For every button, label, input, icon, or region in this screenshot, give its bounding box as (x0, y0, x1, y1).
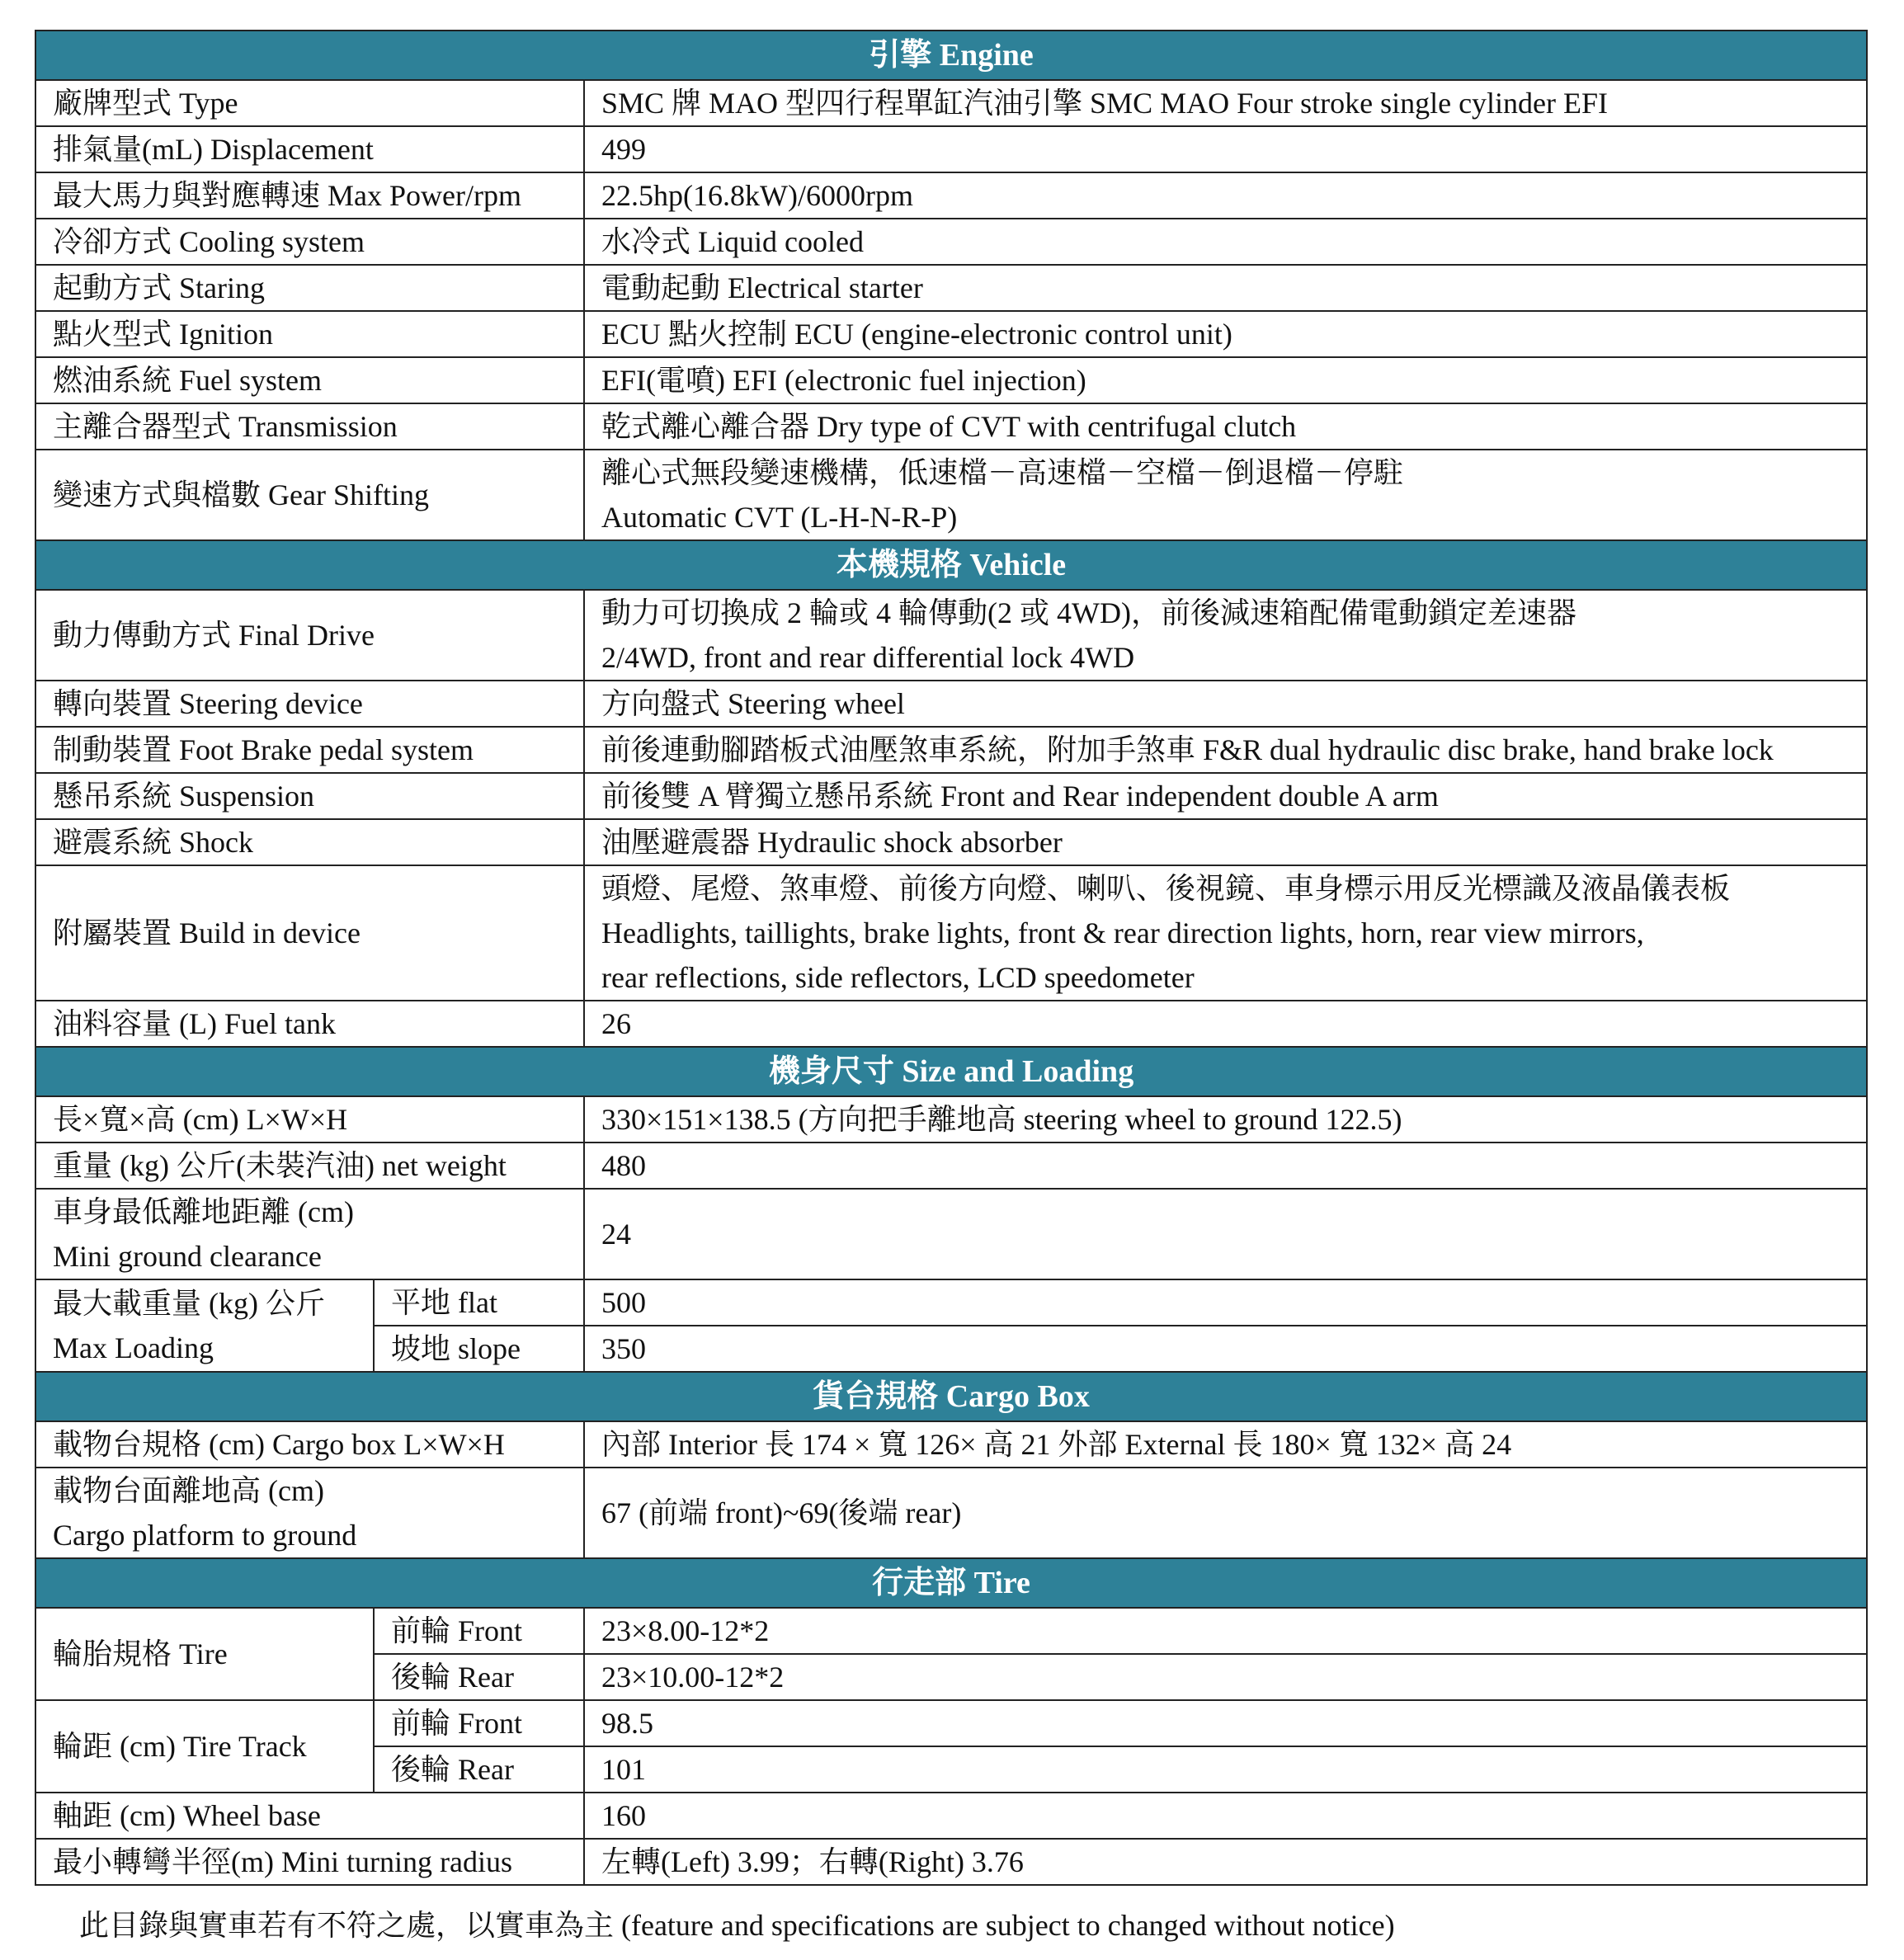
spec-label: 制動裝置 Foot Brake pedal system (35, 727, 584, 773)
spec-value: 480 (584, 1143, 1867, 1189)
spec-label: 動力傳動方式 Final Drive (35, 590, 584, 681)
spec-value: 330×151×138.5 (方向把手離地高 steering wheel to ground 122.5) (584, 1096, 1867, 1143)
spec-label: 排氣量(mL) Displacement (35, 126, 584, 172)
spec-value: 電動起動 Electrical starter (584, 265, 1867, 311)
sub-label-flat: 平地 flat (374, 1279, 584, 1326)
spec-value-line: rear reflections, side reflectors, LCD speedometer (601, 961, 1195, 994)
spec-label-line: 最大載重量 (kg) 公斤 (53, 1287, 325, 1320)
spec-value: 160 (584, 1793, 1867, 1839)
spec-value (584, 590, 1867, 681)
spec-label: 轉向裝置 Steering device (35, 681, 584, 727)
spec-value: 內部 Interior 長 174 × 寬 126× 高 21 外部 External 長 180× 寬 132× 高 24 (584, 1421, 1867, 1468)
spec-value (584, 865, 1867, 1001)
section-header-cargo: 貨台規格 Cargo Box (35, 1372, 1867, 1421)
spec-value: ECU 點火控制 ECU (engine-electronic control unit) (584, 311, 1867, 357)
spec-value: 499 (584, 126, 1867, 172)
spec-label: 冷卻方式 Cooling system (35, 219, 584, 265)
spec-value-line: 頭燈、尾燈、煞車燈、前後方向燈、喇叭、後視鏡、車身標示用反光標識及液晶儀表板 (601, 872, 1731, 905)
spec-value-line: 離心式無段變速機構，低速檔－高速檔－空檔－倒退檔－停駐 (601, 456, 1404, 489)
spec-value: SMC 牌 MAO 型四行程單缸汽油引擎 SMC MAO Four stroke single cylinder EFI (584, 80, 1867, 126)
spec-label: 點火型式 Ignition (35, 311, 584, 357)
spec-value: 前後雙 A 臂獨立懸吊系統 Front and Rear independent double A arm (584, 773, 1867, 819)
max-loading-label (35, 1279, 374, 1372)
sub-label-front: 前輪 Front (374, 1700, 584, 1746)
spec-value: 26 (584, 1001, 1867, 1047)
spec-value: 水冷式 Liquid cooled (584, 219, 1867, 265)
spec-label: 懸吊系統 Suspension (35, 773, 584, 819)
spec-value-line: Headlights, taillights, brake lights, front & rear direction lights, horn, rear view mirrors, (601, 916, 1644, 949)
spec-label (35, 1189, 584, 1279)
footnote: 此目錄與實車若有不符之處，以實車為主 (feature and specifications are subject to changed without notice) (79, 1909, 1395, 1942)
sub-label-rear: 後輪 Rear (374, 1746, 584, 1793)
section-header-tire: 行走部 Tire (35, 1558, 1867, 1608)
section-header-vehicle: 本機規格 Vehicle (35, 540, 1867, 590)
spec-label (35, 1468, 584, 1558)
section-header-size: 機身尺寸 Size and Loading (35, 1047, 1867, 1096)
spec-label: 軸距 (cm) Wheel base (35, 1793, 584, 1839)
spec-label: 重量 (kg) 公斤(未裝汽油) net weight (35, 1143, 584, 1189)
spec-value: 左轉(Left) 3.99；右轉(Right) 3.76 (584, 1839, 1867, 1885)
spec-value: EFI(電噴) EFI (electronic fuel injection) (584, 357, 1867, 403)
spec-label: 變速方式與檔數 Gear Shifting (35, 450, 584, 540)
spec-label: 載物台規格 (cm) Cargo box L×W×H (35, 1421, 584, 1468)
spec-label: 燃油系統 Fuel system (35, 357, 584, 403)
spec-label: 最小轉彎半徑(m) Mini turning radius (35, 1839, 584, 1885)
spec-value-line: Automatic CVT (L-H-N-R-P) (601, 501, 958, 534)
spec-value: 油壓避震器 Hydraulic shock absorber (584, 819, 1867, 865)
spec-label-line: 車身最低離地距離 (cm) (53, 1195, 354, 1228)
spec-value: 23×8.00-12*2 (584, 1608, 1867, 1654)
spec-label-line: Cargo platform to ground (53, 1519, 357, 1552)
tire-size-label: 輪胎規格 Tire (35, 1608, 374, 1700)
spec-value: 乾式離心離合器 Dry type of CVT with centrifugal clutch (584, 403, 1867, 450)
spec-label: 長×寬×高 (cm) L×W×H (35, 1096, 584, 1143)
spec-value: 前後連動腳踏板式油壓煞車系統，附加手煞車 F&R dual hydraulic disc brake, hand brake lock (584, 727, 1867, 773)
spec-value: 23×10.00-12*2 (584, 1654, 1867, 1700)
spec-label: 避震系統 Shock (35, 819, 584, 865)
spec-label: 油料容量 (L) Fuel tank (35, 1001, 584, 1047)
spec-value (584, 450, 1867, 540)
spec-value: 67 (前端 front)~69(後端 rear) (584, 1468, 1867, 1558)
sub-label-slope: 坡地 slope (374, 1326, 584, 1372)
spec-value: 101 (584, 1746, 1867, 1793)
spec-label-line: Max Loading (53, 1331, 214, 1364)
spec-label: 起動方式 Staring (35, 265, 584, 311)
tire-track-label: 輪距 (cm) Tire Track (35, 1700, 374, 1793)
spec-value: 22.5hp(16.8kW)/6000rpm (584, 172, 1867, 219)
section-header-engine: 引擎 Engine (35, 31, 1867, 80)
spec-value: 350 (584, 1326, 1867, 1372)
spec-value: 98.5 (584, 1700, 1867, 1746)
spec-label: 廠牌型式 Type (35, 80, 584, 126)
sub-label-rear: 後輪 Rear (374, 1654, 584, 1700)
sub-label-front: 前輪 Front (374, 1608, 584, 1654)
spec-value: 方向盤式 Steering wheel (584, 681, 1867, 727)
spec-label-line: 載物台面離地高 (cm) (53, 1474, 324, 1507)
spec-value-line: 2/4WD, front and rear differential lock 4WD (601, 641, 1135, 674)
spec-value: 24 (584, 1189, 1867, 1279)
spec-label: 最大馬力與對應轉速 Max Power/rpm (35, 172, 584, 219)
spec-label: 附屬裝置 Build in device (35, 865, 584, 1001)
spec-table (35, 30, 1868, 1886)
spec-value-line: 動力可切換成 2 輪或 4 輪傳動(2 或 4WD)，前後減速箱配備電動鎖定差速器 (601, 596, 1576, 629)
spec-value: 500 (584, 1279, 1867, 1326)
spec-label-line: Mini ground clearance (53, 1240, 322, 1273)
spec-label: 主離合器型式 Transmission (35, 403, 584, 450)
